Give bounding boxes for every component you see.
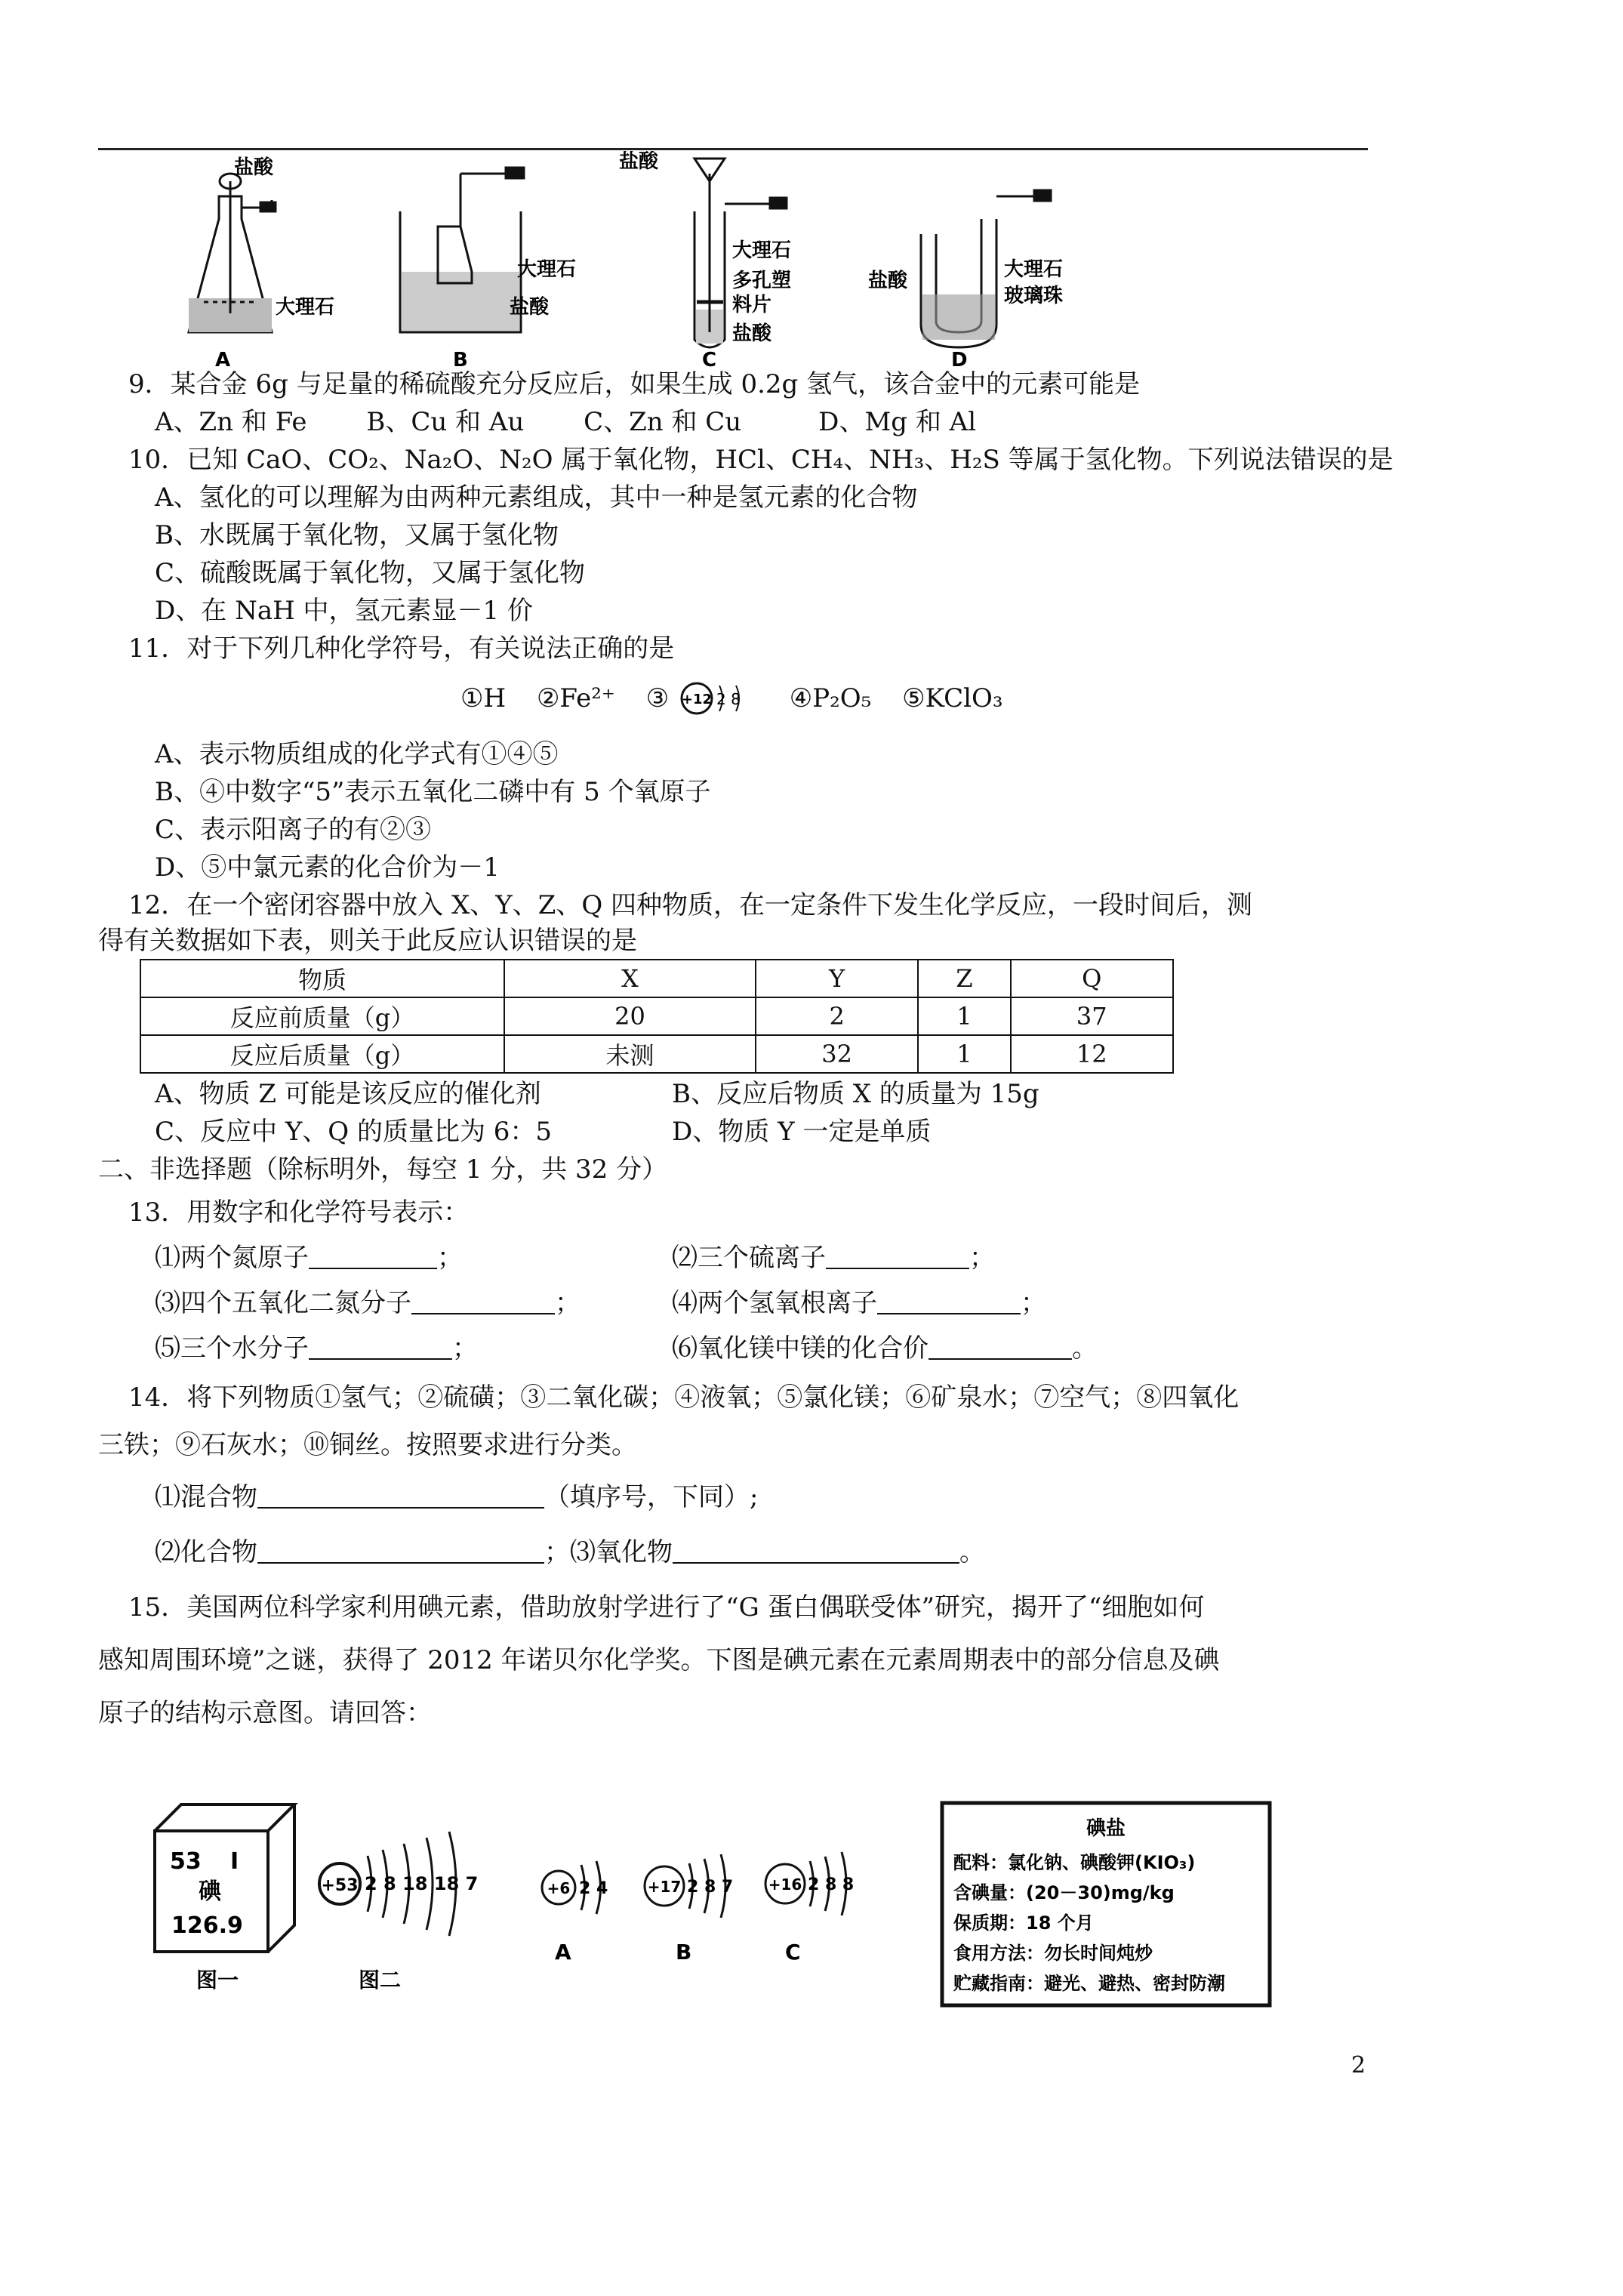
- q11-option-a: A、表示物质组成的化学式有①④⑤: [155, 739, 559, 769]
- answer-blank[interactable]: [877, 1290, 1021, 1314]
- header-rule: [98, 148, 1368, 150]
- table-cell: 32: [756, 1035, 918, 1073]
- q13-stem: 13．用数字和化学符号表示：: [128, 1197, 470, 1228]
- label-dalishi-c: 大理石: [732, 239, 792, 262]
- label-yansuan-c-top: 盐酸: [619, 151, 659, 173]
- q9-options: A、Zn 和 Fe B、Cu 和 Au C、Zn 和 Cu D、Mg 和 Al: [155, 407, 977, 437]
- atom-c-shells: 2 8 8: [808, 1875, 855, 1894]
- label-dalishi-a: 大理石: [276, 296, 335, 319]
- answer-blank[interactable]: [411, 1290, 555, 1314]
- q13-item-1: ⑴两个氮原子 ；: [155, 1243, 463, 1273]
- mg-ion-diagram: [680, 680, 763, 717]
- atom-a-shells: 2 4: [579, 1879, 608, 1898]
- q10-option-b: B、水既属于氧化物，又属于氢化物: [155, 520, 559, 550]
- salt-title: 碘盐: [1086, 1817, 1126, 1840]
- apparatus-svg: [174, 151, 1215, 370]
- symbol-1: ①H: [460, 683, 507, 713]
- q11-option-c: C、表示阳离子的有②③: [155, 815, 432, 845]
- mg-shells: 2 8: [716, 690, 741, 708]
- q15-line-3: 原子的结构示意图。请回答：: [98, 1698, 432, 1728]
- answer-blank[interactable]: [257, 1484, 544, 1509]
- table-cell: 物质: [140, 960, 504, 997]
- q12-option-a: A、物质 Z 可能是该反应的催化剂: [155, 1079, 541, 1109]
- fig1-label: 图一: [196, 1968, 239, 1992]
- cell-name: 碘: [199, 1878, 221, 1905]
- q13-item-6: ⑹氧化镁中镁的化合价 。: [672, 1333, 1098, 1364]
- fig2-label: 图二: [359, 1968, 402, 1992]
- salt-label-box: [940, 1801, 1272, 2011]
- q14-line-1: 14．将下列物质①氢气；②硫磺；③二氧化碳；④液氧；⑤氯化镁；⑥矿泉水；⑦空气；⑧四氧化: [128, 1382, 1240, 1413]
- salt-line-1: 配料：氯化钠、碘酸钾(KIO₃): [953, 1852, 1196, 1873]
- answer-blank[interactable]: [309, 1336, 452, 1360]
- letter-b: B: [453, 349, 468, 370]
- label-liaopian: 料片: [732, 294, 772, 316]
- table-cell: 12: [1011, 1035, 1173, 1073]
- atom-a-label: A: [555, 1940, 571, 1965]
- symbol-3-prefix: ③: [645, 683, 670, 713]
- table-cell: 反应后质量（g）: [140, 1035, 504, 1073]
- q12-option-b: B、反应后物质 X 的质量为 15g: [672, 1079, 1039, 1109]
- q10-stem: 10．已知 CaO、CO₂、Na₂O、N₂O 属于氧化物，HCl、CH₄、NH₃、H₂S 等属于氢化物。下列说法错误的是: [128, 445, 1394, 475]
- q9-stem: 9．某合金 6g 与足量的稀硫酸充分反应后，如果生成 0.2g 氢气，该合金中的元素可能是: [128, 369, 1141, 399]
- q11-option-d: D、⑤中氯元素的化合价为－1: [155, 852, 500, 883]
- cell-mass: 126.9: [171, 1912, 243, 1939]
- q11-option-b: B、④中数字“5”表示五氧化二磷中有 5 个氧原子: [155, 777, 711, 807]
- answer-blank[interactable]: [826, 1245, 969, 1269]
- label-dalishi-b: 大理石: [517, 258, 577, 281]
- q12-stem-1: 12．在一个密闭容器中放入 X、Y、Z、Q 四种物质，在一定条件下发生化学反应，一段时间后，测: [128, 890, 1253, 920]
- table-cell: 2: [756, 997, 918, 1035]
- q13-item-4: ⑷两个氢氧根离子 ；: [672, 1288, 1046, 1318]
- q14-part-2: ⑵化合物 ；⑶氧化物 。: [155, 1537, 985, 1567]
- answer-blank[interactable]: [257, 1539, 544, 1564]
- atom-b-shells: 2 8 7: [687, 1878, 734, 1897]
- q12-stem-2: 得有关数据如下表，则关于此反应认识错误的是: [98, 926, 637, 956]
- atom-c-label: C: [785, 1940, 801, 1965]
- salt-line-4: 食用方法：勿长时间炖炒: [953, 1943, 1153, 1964]
- salt-line-5: 贮藏指南：避光、避热、密封防潮: [953, 1973, 1225, 1994]
- answer-blank[interactable]: [929, 1336, 1072, 1360]
- q13-item-2: ⑵三个硫离子 ；: [672, 1243, 995, 1273]
- symbol-2: ②Fe²⁺: [536, 683, 615, 713]
- q12-option-c: C、反应中 Y、Q 的质量比为 6：5: [155, 1117, 553, 1147]
- mg-nucleus: +12: [681, 692, 713, 707]
- letter-c: C: [702, 349, 717, 370]
- q13-item-5: ⑸三个水分子 ；: [155, 1333, 478, 1364]
- label-duokong: 多孔塑: [732, 270, 792, 292]
- label-yansuan-c: 盐酸: [732, 322, 772, 345]
- table-cell: 反应前质量（g）: [140, 997, 504, 1035]
- salt-line-2: 含碘量：(20－30)mg/kg: [953, 1882, 1175, 1903]
- q10-option-c: C、硫酸既属于氧化物，又属于氢化物: [155, 558, 586, 588]
- q14-part-1: ⑴混合物 （填序号，下同）;: [155, 1482, 759, 1512]
- atom-c-nucleus: +16: [768, 1875, 802, 1894]
- salt-label-svg: [940, 1801, 1272, 2008]
- table-cell: Y: [756, 960, 918, 997]
- table-cell: X: [504, 960, 756, 997]
- q10-option-d: D、在 NaH 中，氢元素显－1 价: [155, 596, 533, 626]
- table-cell: Q: [1011, 960, 1173, 997]
- table-cell: Z: [918, 960, 1010, 997]
- q14-line-2: 三铁；⑨石灰水；⑩铜丝。按照要求进行分类。: [98, 1430, 637, 1460]
- salt-line-3: 保质期：18 个月: [953, 1912, 1094, 1934]
- q15-line-1: 15．美国两位科学家利用碘元素，借助放射学进行了“G 蛋白偶联受体”研究，揭开了“细胞如何: [128, 1592, 1205, 1623]
- cell-symbol: I: [230, 1848, 239, 1875]
- q12-option-d: D、物质 Y 一定是单质: [672, 1117, 932, 1147]
- q10-option-a: A、氢化的可以理解为由两种元素组成，其中一种是氢元素的化合物: [155, 482, 918, 513]
- mass-table: [140, 959, 1174, 1074]
- answer-blank[interactable]: [309, 1245, 437, 1269]
- letter-a: A: [215, 349, 231, 370]
- q15-line-2: 感知周围环境”之谜，获得了 2012 年诺贝尔化学奖。下图是碘元素在元素周期表中的部分信息及碘: [98, 1645, 1220, 1675]
- q11-stem: 11．对于下列几种化学符号，有关说法正确的是: [128, 633, 675, 664]
- apparatus-figure: [174, 151, 1215, 373]
- table-row: [140, 1035, 1173, 1073]
- answer-blank[interactable]: [673, 1539, 959, 1564]
- iodine-nucleus: +53: [321, 1876, 359, 1895]
- letter-d: D: [951, 349, 968, 370]
- iodine-shells: 2 8 18 18 7: [365, 1873, 479, 1894]
- section-2-heading: 二、非选择题（除标明外，每空 1 分，共 32 分）: [98, 1154, 668, 1185]
- label-dalishi-d: 大理石: [1004, 258, 1064, 281]
- table-cell: 未测: [504, 1035, 756, 1073]
- table-row: [140, 997, 1173, 1035]
- label-yansuan-d: 盐酸: [868, 270, 908, 292]
- symbol-4: ④P₂O₅: [789, 683, 872, 713]
- table-cell: 1: [918, 997, 1010, 1035]
- table-cell: 1: [918, 1035, 1010, 1073]
- iodine-figure: [140, 1789, 955, 2004]
- cell-number: 53: [170, 1848, 202, 1875]
- label-boli: 玻璃珠: [1004, 285, 1064, 307]
- page-number: 2: [1351, 2052, 1366, 2079]
- label-yansuan-b: 盐酸: [510, 296, 550, 319]
- q11-symbols: [460, 680, 1025, 717]
- label-yansuan-a: 盐酸: [234, 156, 274, 179]
- atom-a-nucleus: +6: [547, 1879, 571, 1897]
- atom-b-label: B: [676, 1940, 692, 1965]
- atom-b-nucleus: +17: [647, 1878, 682, 1896]
- table-cell: 37: [1011, 997, 1173, 1035]
- table-cell: 20: [504, 997, 756, 1035]
- symbol-5: ⑤KClO₃: [902, 683, 1003, 713]
- iodine-figure-svg: [140, 1789, 955, 2001]
- q13-item-3: ⑶四个五氧化二氮分子 ；: [155, 1288, 581, 1318]
- table-row: [140, 960, 1173, 997]
